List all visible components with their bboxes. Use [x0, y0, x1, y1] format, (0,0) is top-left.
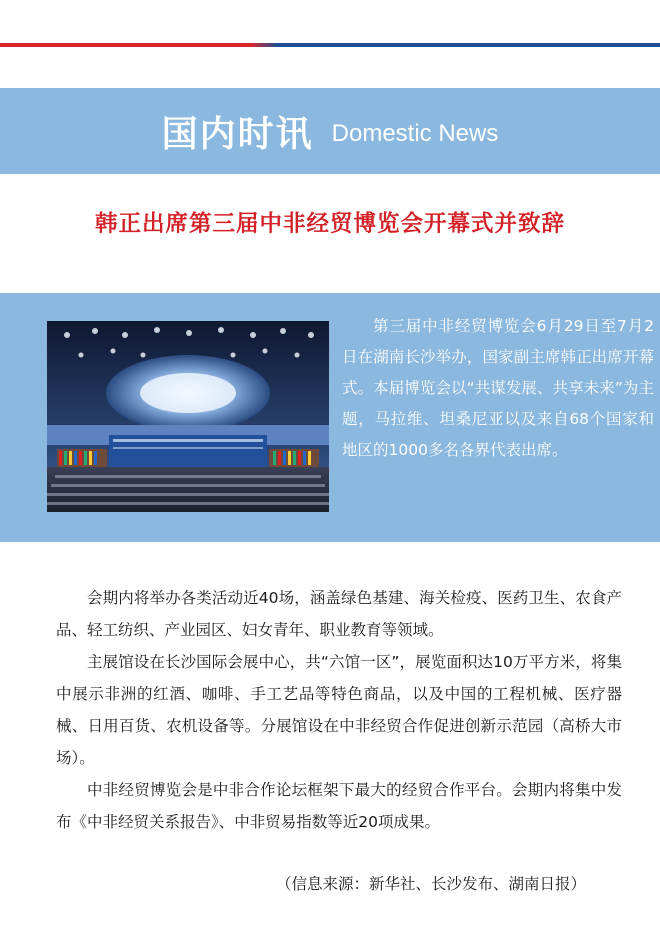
top-color-stripe: [0, 43, 660, 47]
conference-hall-photo: [47, 321, 329, 512]
article-source: （信息来源：新华社、长沙发布、湖南日报）: [275, 875, 586, 893]
section-title-en: Domestic News: [331, 120, 499, 147]
section-title-zh: 国内时讯: [161, 113, 314, 155]
intro-block: [0, 293, 660, 542]
article-body: [56, 582, 622, 838]
article-intro: 第三届中非经贸博览会6月29日至7月2日在湖南长沙举办，国家副主席韩正出席开幕式。本届博览会以“共谋发展、共享未来”为主题，马拉维、坦桑尼亚以及来自68个国家和地区的1000多名各界代表出席。: [342, 317, 654, 459]
article-paragraph: 会期内将举办各类活动近40场，涵盖绿色基建、海关检疫、医药卫生、农食产品、轻工纺织、产业园区、妇女青年、职业教育等领域。: [56, 589, 622, 639]
section-banner: [0, 88, 660, 174]
article-paragraph: 主展馆设在长沙国际会展中心，共“六馆一区”，展览面积达10万平方米，将集中展示非洲的红酒、咖啡、手工艺品等特色商品，以及中国的工程机械、医疗器械、日用百货、农机设备等。分展馆设在中非经贸合作促进创新示范园（高桥大市场）。: [56, 653, 622, 767]
article-paragraph: 中非经贸博览会是中非合作论坛框架下最大的经贸合作平台。会期内将集中发布《中非经贸关系报告》、中非贸易指数等近20项成果。: [56, 781, 622, 831]
article-headline: 韩正出席第三届中非经贸博览会开幕式并致辞: [94, 211, 565, 237]
